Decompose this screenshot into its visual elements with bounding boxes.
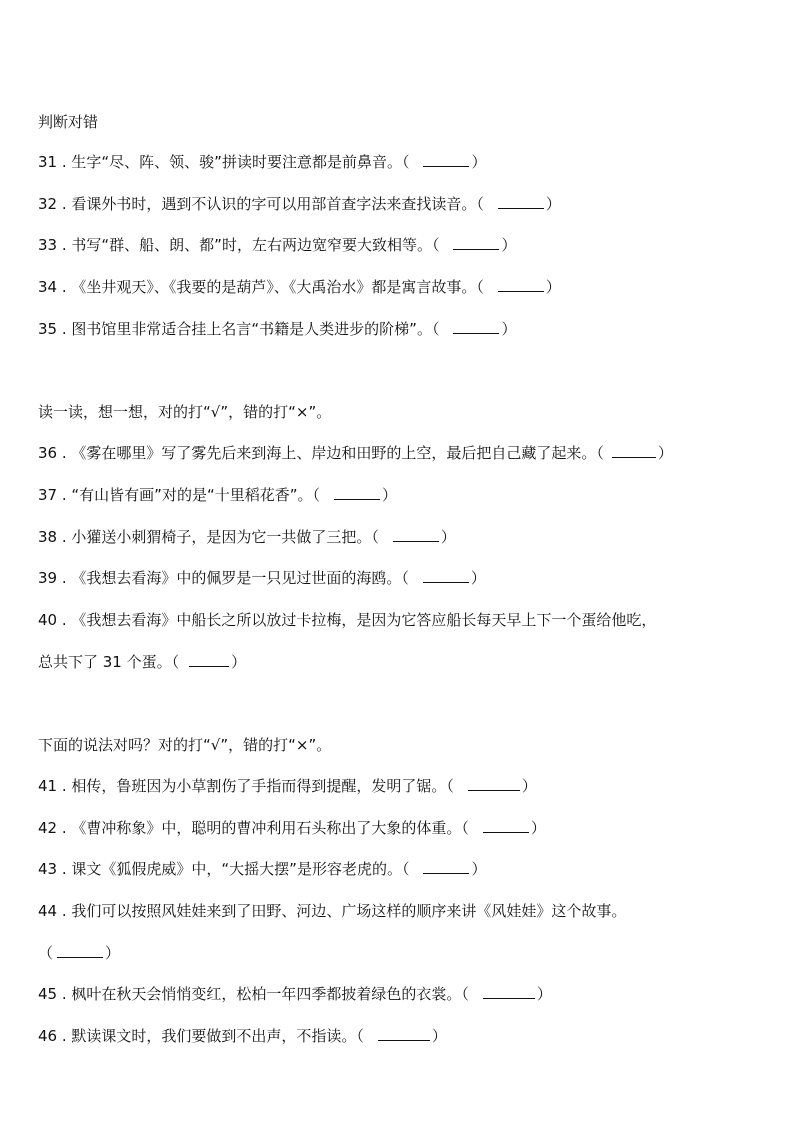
question-text: 枫叶在秋天会悄悄变红，松柏一年四季都披着绿色的衣裳。（ <box>71 985 469 1003</box>
question-text: 我们可以按照风娃娃来到了田野、河边、广场这样的顺序来讲《风娃娃》这个故事。 <box>71 902 627 920</box>
question-40-continuation <box>38 652 246 672</box>
question-40: 40 . 《我想去看海》中船长之所以放过卡拉梅，是因为它答应船长每天早上下一个蛋给他吃， <box>38 611 657 629</box>
answer-blank[interactable] <box>483 984 535 999</box>
question-text: 相传，鲁班因为小草割伤了手指而得到提醒，发明了锯。（ <box>71 777 454 795</box>
close-paren: ） <box>231 653 247 671</box>
question-38: 38 . 小獾送小刺猬椅子，是因为它一共做了三把。（ ） <box>38 528 456 546</box>
question-37: 37 . “有山皆有画”对的是“十里稻花香”。（ ） <box>38 486 398 504</box>
close-paren: ） <box>470 569 486 587</box>
question-number: 35 <box>38 320 58 338</box>
question-text: “有山皆有画”对的是“十里稻花香”。（ <box>71 486 320 504</box>
question-39: 39 . 《我想去看海》中的佩罗是一只见过世面的海鸥。（ ） <box>38 569 486 587</box>
question-text: 小獾送小刺猬椅子，是因为它一共做了三把。（ <box>71 528 379 546</box>
question-number: 38 <box>38 528 58 546</box>
answer-blank[interactable] <box>498 194 544 209</box>
answer-blank[interactable] <box>498 277 544 292</box>
close-paren: ） <box>657 444 673 462</box>
answer-blank[interactable] <box>612 443 656 458</box>
question-32: 32 . 看课外书时，遇到不认识的字可以用部首查字法来查找读音。（ ） <box>38 195 561 213</box>
close-paren: ） <box>530 819 546 837</box>
question-text: 课文《狐假虎威》中，“大摇大摆”是形容老虎的。（ <box>71 860 410 878</box>
question-number: 40 <box>38 611 58 629</box>
question-number: 45 <box>38 985 58 1003</box>
question-45: 45 . 枫叶在秋天会悄悄变红，松柏一年四季都披着绿色的衣裳。（ ） <box>38 985 552 1003</box>
question-number: 33 <box>38 236 58 254</box>
question-44: 44 . 我们可以按照风娃娃来到了田野、河边、广场这样的顺序来讲《风娃娃》这个故事。 <box>38 902 627 920</box>
question-number: 42 <box>38 819 58 837</box>
answer-blank[interactable] <box>57 943 103 958</box>
close-paren: ） <box>545 195 561 213</box>
question-text: 图书馆里非常适合挂上名言“书籍是人类进步的阶梯”。（ <box>71 320 440 338</box>
question-46: 46 . 默读课文时，我们要做到不出声，不指读。（ ） <box>38 1027 447 1045</box>
question-text: 默读课文时，我们要做到不出声，不指读。（ <box>71 1027 364 1045</box>
question-number: 32 <box>38 195 58 213</box>
close-paren: ） <box>471 153 487 171</box>
close-paren: ） <box>105 944 121 962</box>
answer-blank[interactable] <box>423 152 469 167</box>
close-paren: ） <box>545 278 561 296</box>
question-number: 31 <box>38 153 58 171</box>
question-33: 33 . 书写“群、船、朗、都”时，左右两边宽窄要大致相等。（ ） <box>38 236 517 254</box>
close-paren: ） <box>501 236 517 254</box>
question-text: 《坐井观天》、《我要的是葫芦》、《大禹治水》都是寓言故事。（ <box>71 278 484 296</box>
question-number: 46 <box>38 1027 58 1045</box>
question-text: 《雾在哪里》写了雾先后来到海上、岸边和田野的上空，最后把自己藏了起来。（ <box>71 444 604 462</box>
question-text-continuation: （ <box>38 944 54 962</box>
question-number: 37 <box>38 486 58 504</box>
question-number: 36 <box>38 444 58 462</box>
answer-blank[interactable] <box>453 319 499 334</box>
question-text: 《我想去看海》中船长之所以放过卡拉梅，是因为它答应船长每天早上下一个蛋给他吃， <box>71 611 657 629</box>
close-paren: ） <box>440 528 456 546</box>
question-text: 《曹冲称象》中，聪明的曹冲利用石头称出了大象的体重。（ <box>71 819 469 837</box>
answer-blank[interactable] <box>423 859 469 874</box>
answer-blank[interactable] <box>483 818 529 833</box>
question-31: 31 . 生字“尽、阵、领、骏”拼读时要注意都是前鼻音。（ ） <box>38 153 487 171</box>
question-41: 41 . 相传，鲁班因为小草割伤了手指而得到提醒，发明了锯。（ ） <box>38 777 537 795</box>
question-number: 43 <box>38 860 58 878</box>
close-paren: ） <box>536 985 552 1003</box>
question-text: 《我想去看海》中的佩罗是一只见过世面的海鸥。（ <box>71 569 409 587</box>
question-text: 看课外书时，遇到不认识的字可以用部首查字法来查找读音。（ <box>71 195 484 213</box>
question-text-continuation: 总共下了 31 个蛋。（ <box>38 653 180 671</box>
question-43: 43 . 课文《狐假虎威》中，“大摇大摆”是形容老虎的。（ ） <box>38 860 487 878</box>
answer-blank[interactable] <box>378 1026 430 1041</box>
question-34: 34 . 《坐井观天》、《我要的是葫芦》、《大禹治水》都是寓言故事。（ ） <box>38 278 561 296</box>
close-paren: ） <box>431 1027 447 1045</box>
close-paren: ） <box>471 860 487 878</box>
answer-blank[interactable] <box>334 485 380 500</box>
section-heading-judge: 判断对错 <box>38 113 99 131</box>
close-paren: ） <box>521 777 537 795</box>
question-number: 39 <box>38 569 58 587</box>
question-44-continuation <box>38 943 120 963</box>
question-number: 34 <box>38 278 58 296</box>
question-text: 生字“尽、阵、领、骏”拼读时要注意都是前鼻音。（ <box>71 153 410 171</box>
answer-blank[interactable] <box>423 568 469 583</box>
answer-blank[interactable] <box>453 235 499 250</box>
question-42: 42 . 《曹冲称象》中，聪明的曹冲利用石头称出了大象的体重。（ ） <box>38 819 546 837</box>
answer-blank[interactable] <box>393 527 439 542</box>
answer-blank[interactable] <box>189 652 229 667</box>
question-36: 36 . 《雾在哪里》写了雾先后来到海上、岸边和田野的上空，最后把自己藏了起来。（ ） <box>38 444 673 462</box>
section-heading-true-false: 下面的说法对吗？对的打“√”，错的打“×”。 <box>38 736 332 754</box>
question-number: 41 <box>38 777 58 795</box>
question-text: 书写“群、船、朗、都”时，左右两边宽窄要大致相等。（ <box>71 236 440 254</box>
answer-blank[interactable] <box>468 776 520 791</box>
close-paren: ） <box>382 486 398 504</box>
question-35: 35 . 图书馆里非常适合挂上名言“书籍是人类进步的阶梯”。（ ） <box>38 320 517 338</box>
close-paren: ） <box>501 320 517 338</box>
question-number: 44 <box>38 902 58 920</box>
section-heading-read-think: 读一读，想一想，对的打“√”，错的打“×”。 <box>38 403 332 421</box>
